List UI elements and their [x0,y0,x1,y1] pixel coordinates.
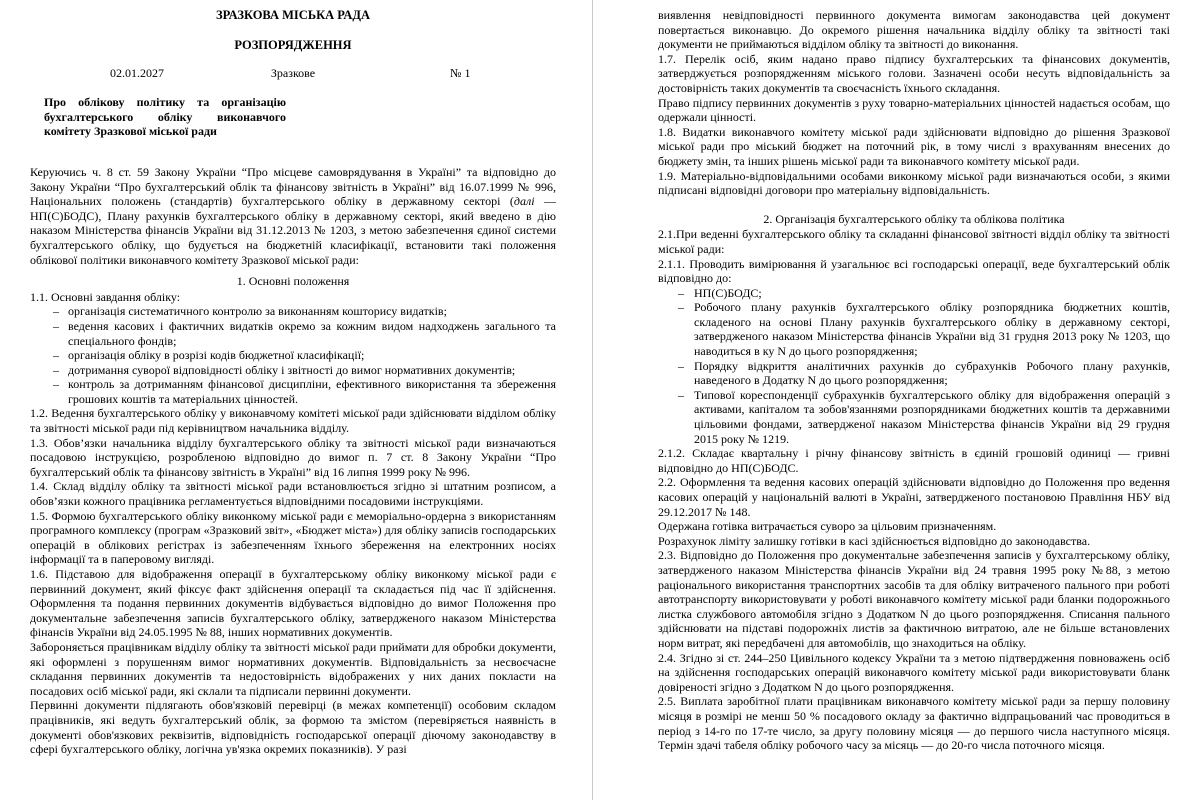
list-item-text: Порядку відкриття аналітичних рахунків до субрахунків Робочого плану рахунків, наведеного в Додатку N до цього розпорядження; [694,358,1170,388]
list-item-text: організація обліку в розрізі кодів бюджетної класифікації; [68,348,365,363]
list-item [53,348,556,363]
para-1-7b: Право підпису первинних документів з руху товарно-матеріальних цінностей надається особам, що одержали цінності. [658,95,1170,125]
doc-number: № 1 [450,66,471,81]
list-item-text: Робочого плану рахунків бухгалтерського обліку розпорядника бюджетних коштів, складеного на основі Плану рахунків бухгалтерського обліку в державному секторі, затвердженого наказом Міністерства фінансів України від 31 грудня 2013 року № 1203, що наводиться в ку N до цього розпорядження; [694,300,1170,359]
para-2-2c: Розрахунок ліміту залишку готівки в касі здійснюється відповідно до законодавства. [658,533,1091,548]
para-1-3: 1.3. Обов’язки начальника відділу бухгалтерського обліку та звітності міської ради визначаються посадовою інструкцією, розробленою відповідно до вимог п. 7 ст. 8 Закону України “Про бухгалтерський облік та фінансову звітність в Україні” від 16 липня 1999 року № 996. [30,435,556,479]
section2-heading: 2. Організація бухгалтерського обліку та облікова політика [763,211,1065,226]
para-1-6c-continuation: виявлення невідповідності первинного документа вимогам законодавства цей документ повертається виконавцю. До окремого рішення начальника відділу обліку та звітності такі документи не приймаються відділом обліку та звітності до виконання. [658,8,1170,52]
bullet-dash: – [53,348,59,363]
para-1-7: 1.7. Перелік осіб, яким надано право підпису бухгалтерських та фінансових документів, затверджується розпорядженням міського голови. Зазначені особи несуть відповідальність за достовірність таких документів та своєчасність їхнього складання. [658,51,1170,95]
accounting-tasks-list [30,304,556,406]
list-item [678,388,1170,446]
doc-place: Зразкове [270,66,316,81]
list-item [53,304,556,319]
para-2-5: 2.5. Виплата заробітної плати працівникам виконавчого комітету міської ради за першу половину місяця в розмірі не менш 50 % посадового окладу за фактично відпрацьований час проводиться в період з 14-го по 17-те число, за другу половину місяця — до першого числа наступного місяця. Термін здачі табеля обліку робочого часу за місяць — до 20-го числа поточного місяця. [658,694,1170,753]
list-item-text: ведення касових і фактичних видатків окремо за кожним видом надходжень загального та спеціального фондів; [68,318,556,348]
doc-date: 02.01.2027 [110,66,164,81]
para-1-5: 1.5. Формою бухгалтерського обліку виконкому міської ради є меморіально-ордерна з використанням програмного комплексу (програм «Зразковий звіт», «Бюджет міста») для обліку записів господарських операцій в облікових регістрах із забезпеченням їхнього збереження на електронних носіях інформації та в паперовому вигляді. [30,508,556,567]
bullet-dash: – [678,285,684,300]
bullet-dash: – [678,300,684,315]
para-2-2b: Одержана готівка витрачається суворо за цільовим призначенням. [658,519,997,534]
column-divider [592,0,593,800]
accounting-basis-list [658,286,1170,447]
para-2-3: 2.3. Відповідно до Положення про документальне забезпечення записів у бухгалтерському обліку, затвердженого наказом Міністерства фінансів України від 24 травня 1995 року №88, з метою раціонального використання транспортних засобів та для обліку витраченого пального при роботі автотранспорту використовувати у роботі виконавчого комітету міської ради бланки подорожнього листка службового автомобіля згідно з Додатком N до цього розпорядження. Списання пального здійснювати на підставі подорожніх листів за фактичною витратою, але не більше встановлених норм витрат, які передбачені для автомобілів, що знаходиться на обліку. [658,548,1170,650]
list-item-text: дотримання суворої відповідності обліку і звітності до вимог нормативних документів; [68,362,516,377]
org-name: ЗРАЗКОВА МІСЬКА РАДА [216,8,370,22]
para-2-1: 2.1.При веденні бухгалтерського обліку та складанні фінансової звітності відділ обліку та звітності міської ради: [658,227,1170,256]
para-2-1-1: 2.1.1. Проводить вимірювання й узагальнює всі господарські операції, веде бухгалтерський облік відповідно до: [658,256,1170,286]
list-item [678,359,1170,388]
bullet-dash: – [678,387,684,402]
bullet-dash: – [53,362,59,377]
date-row [30,66,556,81]
para-1-6c: Первинні документи підлягають обов'язковій перевірці (в межах компетенції) особовим складом працівників, які ведуть бухгалтерський облік, за формою та змістом (перевіряється наявність в документі обов'язкових реквізитів, відповідність господарської операції діючому законодавству в сфері бухгалтерського обліку, логічна ув'язка окремих показників). У разі [30,698,556,757]
left-column [30,0,556,757]
para-2-1-2: 2.1.2. Складає квартальну і річну фінансову звітність в єдиній грошовій одиниці — гривні відповідно до НП(С)БОДС. [658,446,1170,475]
doc-type-title: РОЗПОРЯДЖЕННЯ [234,37,352,52]
para-1-6: 1.6. Підставою для відображення операції в бухгалтерському обліку виконкому міської ради є первинний документ, який фіксує факт здійснення операції та складається під час її здійснення. Оформлення та подання первинних документів відбувається відповідно до вимог Положення про документальне забезпечення записів бухгалтерського обліку, затвердженого наказом Міністерства фінансів України від 24.05.1995 № 88, інших нормативних документів. [30,567,556,640]
bullet-dash: – [53,377,59,392]
doc-subject: Про облікову політику та організацію бухгалтерського обліку виконавчого комітету Зразкової міської ради [44,95,286,139]
list-item [678,300,1170,358]
para-2-2: 2.2. Оформлення та ведення касових операцій здійснювати відповідно до Положення про ведення касових операцій у національній валюті в Україні, затвердженого постановою Правління НБУ від 29.12.2017 № 148. [658,475,1170,519]
intro-text-post: — НП(С)БОДС), Плану рахунків бухгалтерського обліку в державному секторі, який введено в дію наказом Міністерства фінансів України від 31.12.2013 № 1203, з метою забезпечення єдиної системи бухгалтерського обліку, що будується на бюджетній класифікації, встановити такі положення облікової політики виконавчого комітету Зразкової міської ради: [30,194,557,267]
intro-paragraph [30,165,556,267]
list-item-text: НП(С)БОДС; [694,285,762,300]
list-item-text: організація систематичного контролю за виконанням кошторису видатків; [68,304,447,319]
right-column [658,0,1170,753]
list-item [53,319,556,348]
para-1-4: 1.4. Склад відділу обліку та звітності міської ради встановлюється згідно зі штатним розписом, а обов’язки кожного працівника регламентується відповідними посадовими інструкціями. [30,479,556,509]
list-item [678,286,1170,301]
bullet-dash: – [53,304,59,319]
para-1-8: 1.8. Видатки виконавчого комітету міської ради здійснювати відповідно до рішення Зразкової міської ради про міський бюджет на поточний рік, в тому числі з врахуванням внесених до бюджету змін, та інших рішень міської ради та виконавчого комітету міської ради. [658,124,1170,168]
list-item-text: контроль за дотриманням фінансової дисципліни, ефективного використання та збереження грошових коштів та матеріальних цінностей. [68,377,556,406]
para-1-2: 1.2. Ведення бухгалтерського обліку у виконавчому комітеті міської ради здійснювати відділом обліку та звітності міської ради під керівництвом начальника відділу. [30,406,556,436]
section1-heading: 1. Основні положення [236,274,350,289]
list-item [53,377,556,406]
para-1-9: 1.9. Матеріально-відповідальними особами виконкому міської ради визначаються особи, з якими підписані відповідні договори про матеріальну відповідальність. [658,168,1170,198]
bullet-dash: – [53,318,59,333]
list-item [53,363,556,378]
para-1-6b: Забороняється працівникам відділу обліку та звітності міської ради приймати для обробки документи, які оформлені з порушенням вимог нормативних документів. Відповідальність за несвоєчасне складання первинних документів та недостовірність відображених у них даних покласти на посадових осіб міської ради, які склали та підписали первинні документи. [30,639,556,698]
list-item-text: Типової кореспонденції субрахунків бухгалтерського обліку для відображення операцій з активами, капіталом та зобов'язаннями розпорядниками бюджетних коштів та державними цільовими фондами, затвердженої наказом Міністерства фінансів України від 29 грудня 2015 року № 1219. [694,387,1170,446]
para-1-1: 1.1. Основні завдання обліку: [30,289,181,304]
intro-text-italic: далі [513,194,535,209]
para-2-4: 2.4. Згідно зі ст. 244–250 Цивільного кодексу України та з метою підтвердження повноважень осіб на здійснення господарських операцій виконавчого комітету міської ради використовувати бланк довіреності згідно з Додатком N до цього розпорядження. [658,650,1170,694]
intro-text-pre: Керуючись ч. 8 ст. 59 Закону України “Про місцеве самоврядування в Україні” та відповідно до Закону України “Про бухгалтерський облік та фінансову звітність в Україні” від 16.07.1999 № 996, Національних положень (стандартів) бухгалтерського обліку в державному секторі ( [30,164,556,209]
bullet-dash: – [678,358,684,373]
